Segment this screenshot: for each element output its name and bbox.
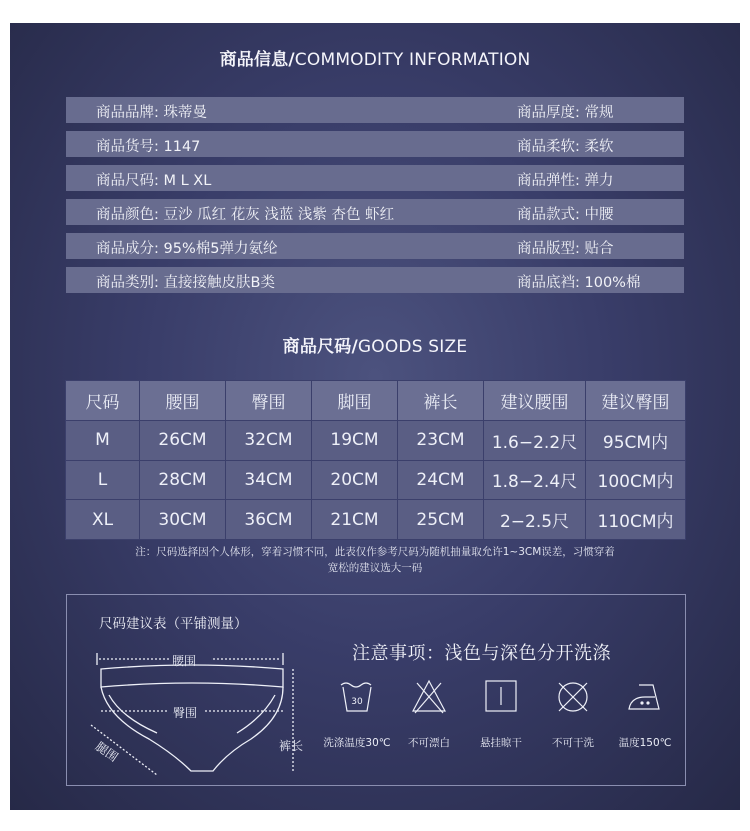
care-label: 温度150℃: [618, 737, 672, 749]
care-item: [605, 677, 685, 767]
info-brand: 商品品牌: 珠蒂曼: [96, 105, 207, 121]
wash-temp-text: 30: [351, 697, 363, 707]
size-table-header: [66, 381, 686, 421]
info-row: [66, 267, 684, 293]
info-style: 商品款式: 中腰: [517, 207, 614, 223]
info-row: [66, 233, 684, 259]
table-cell: 1.6−2.2尺: [484, 420, 586, 460]
hip-label: 臀围: [173, 706, 198, 720]
table-cell: 34CM: [226, 460, 312, 500]
care-item: [317, 677, 397, 767]
commodity-info-title: [10, 45, 740, 70]
table-row: [66, 460, 686, 500]
info-sizes: 商品尺码: M L XL: [96, 173, 212, 189]
info-category: 商品类别: 直接接触皮肤B类: [96, 275, 275, 291]
info-row: [66, 199, 684, 225]
table-cell: 32CM: [226, 420, 312, 460]
care-item: [533, 677, 613, 767]
care-label: 悬挂晾干: [480, 737, 522, 749]
table-cell: L: [66, 460, 140, 500]
iron-150-icon: [625, 677, 665, 717]
header-cell: 脚围: [312, 381, 398, 421]
length-label: 裤长: [279, 739, 304, 753]
leg-label: 腿围: [92, 739, 121, 765]
size-note-line2: 宽松的建议选大一码: [327, 562, 423, 574]
no-bleach-icon: [409, 677, 449, 717]
product-detail-panel: [10, 23, 740, 810]
info-item-number: 商品货号: 1147: [96, 139, 201, 155]
table-cell: 110CM内: [586, 500, 686, 540]
size-guide-title: 尺码建议表（平铺测量）: [99, 616, 248, 632]
table-cell: 36CM: [226, 500, 312, 540]
table-cell: 1.8−2.4尺: [484, 460, 586, 500]
table-cell: 95CM内: [586, 420, 686, 460]
table-row: [66, 500, 686, 540]
header-cell: 臀围: [226, 381, 312, 421]
info-crotch: 商品底裆: 100%棉: [517, 275, 641, 291]
header-cell: 裤长: [398, 381, 484, 421]
table-cell: 100CM内: [586, 460, 686, 500]
table-cell: 30CM: [140, 500, 226, 540]
header-cell: 腰围: [140, 381, 226, 421]
size-guide-box: [66, 594, 686, 786]
care-title: 注意事项：浅色与深色分开洗涤: [352, 643, 611, 664]
info-softness: 商品柔软: 柔软: [517, 139, 614, 155]
info-colors: 商品颜色: 豆沙 瓜红 花灰 浅蓝 浅紫 杏色 虾红: [96, 207, 395, 223]
no-dry-clean-icon: [553, 677, 593, 717]
care-label: 不可干洗: [552, 737, 594, 749]
table-cell: 19CM: [312, 420, 398, 460]
info-row: [66, 131, 684, 157]
goods-size-title-cn: 商品尺码/: [282, 337, 358, 357]
table-cell: 2−2.5尺: [484, 500, 586, 540]
hang-dry-icon: [481, 677, 521, 717]
info-fit: 商品版型: 贴合: [517, 241, 614, 257]
table-row: [66, 420, 686, 460]
goods-size-title-en: GOODS SIZE: [357, 337, 468, 357]
table-cell: 25CM: [398, 500, 484, 540]
care-label: 不可漂白: [408, 737, 450, 749]
info-thickness: 商品厚度: 常规: [517, 105, 614, 121]
info-composition: 商品成分: 95%棉5弹力氨纶: [96, 241, 278, 257]
header-cell: 尺码: [66, 381, 140, 421]
table-cell: 20CM: [312, 460, 398, 500]
table-cell: 21CM: [312, 500, 398, 540]
size-note-line1: 注：尺码选择因个人体形，穿着习惯不同，此表仅作参考尺码为随机抽量取允许1~3CM误差，习惯穿着: [135, 546, 615, 558]
table-cell: 28CM: [140, 460, 226, 500]
waist-label: 腰围: [172, 654, 197, 668]
info-elasticity: 商品弹性: 弹力: [517, 173, 614, 189]
care-item: [461, 677, 541, 767]
care-item: [389, 677, 469, 767]
table-cell: 23CM: [398, 420, 484, 460]
header-cell: 建议腰围: [484, 381, 586, 421]
info-row: [66, 165, 684, 191]
commodity-info-title-cn: 商品信息/: [219, 50, 295, 70]
goods-size-title: [10, 332, 740, 357]
size-table: [65, 380, 686, 540]
table-cell: XL: [66, 500, 140, 540]
table-cell: 26CM: [140, 420, 226, 460]
wash-30-icon: [337, 677, 377, 717]
table-cell: 24CM: [398, 460, 484, 500]
commodity-info-title-en: COMMODITY INFORMATION: [294, 50, 531, 70]
info-row: [66, 97, 684, 123]
table-cell: M: [66, 420, 140, 460]
care-label: 洗涤温度30℃: [323, 737, 391, 749]
header-cell: 建议臀围: [586, 381, 686, 421]
